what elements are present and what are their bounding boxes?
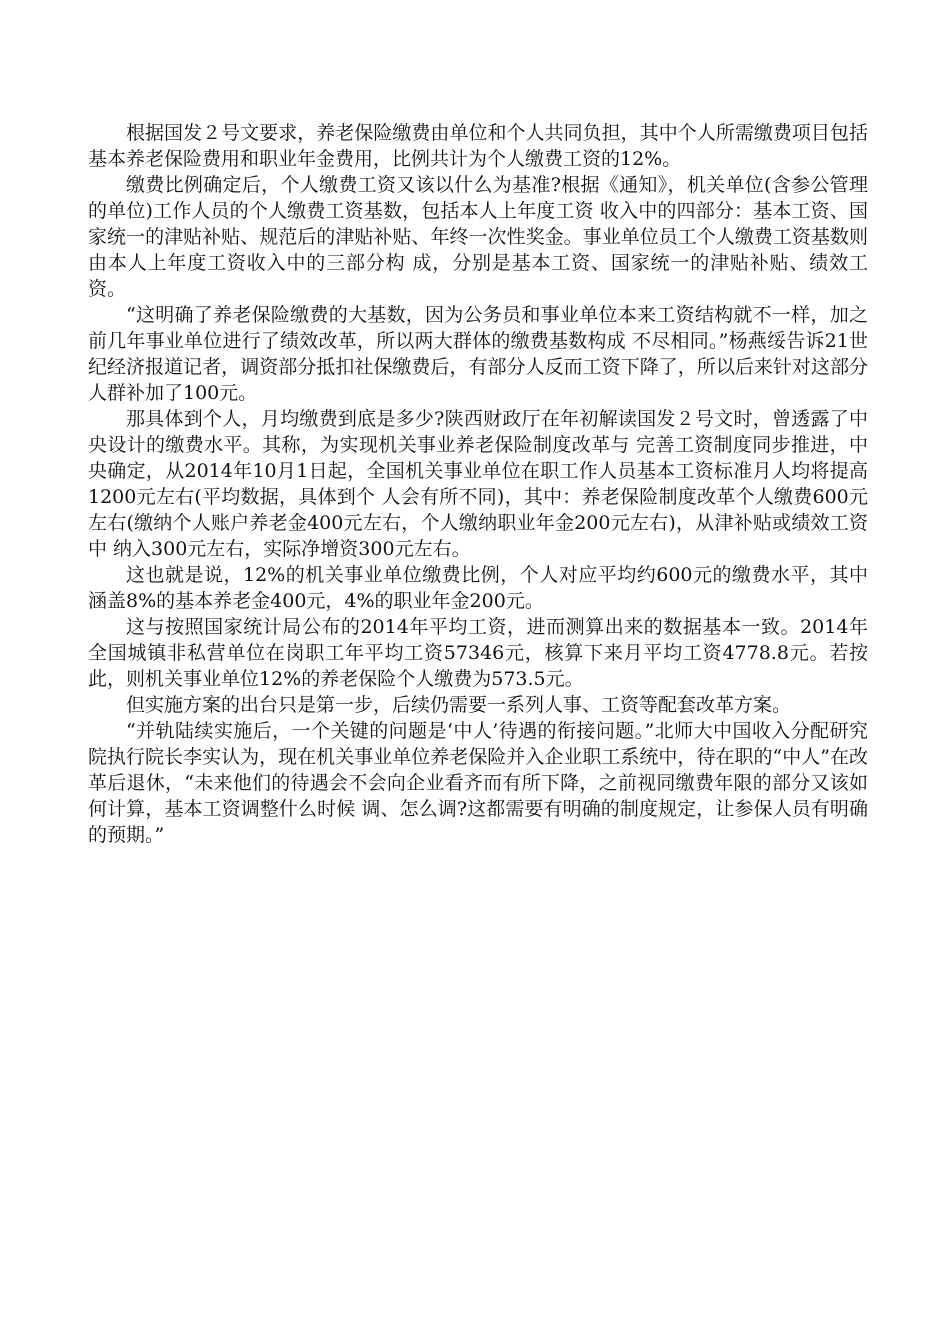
document-body <box>88 120 868 848</box>
paragraph-7: 但实施方案的出台只是第一步，后续仍需要一系列人事、工资等配套改革方案。 <box>126 694 792 716</box>
paragraph-1: 根据国发２号文要求，养老保险缴费由单位和个人共同负担，其中个人所需缴费项目包括基本养老保险费用和职业年金费用，比例共计为个人缴费工资的12%。 <box>88 122 868 170</box>
paragraph-5: 这也就是说，12%的机关事业单位缴费比例，个人对应平均约600元的缴费水平，其中涵盖8%的基本养老金400元，4%的职业年金200元。 <box>88 564 868 612</box>
paragraph-4: 那具体到个人，月均缴费到底是多少?陕西财政厅在年初解读国发２号文时，曾透露了中央设计的缴费水平。其称，为实现机关事业养老保险制度改革与 完善工资制度同步推进，中央确定，从2014年10月1日起，全国机关事业单位在职工作人员基本工资标准月人均将提高1200元左右(平均数据，具体到个 人会有所不同)，其中：养老保险制度改革个人缴费600元左右(缴纳个人账户养老金400元左右，个人缴纳职业年金200元左右)，从津补贴或绩效工资中 纳入300元左右，实际净增资300元左右。 <box>88 408 868 560</box>
paragraph-6: 这与按照国家统计局公布的2014年平均工资，进而测算出来的数据基本一致。2014年全国城镇非私营单位在岗职工年平均工资57346元，核算下来月平均工资4778.8元。若按此，则机关事业单位12%的养老保险个人缴费为573.5元。 <box>88 616 868 690</box>
paragraph-8: “并轨陆续实施后，一个关键的问题是‘中人’待遇的衔接问题。”北师大中国收入分配研究院执行院长李实认为，现在机关事业单位养老保险并入企业职工系统中，待在职的“中人”在改革后退休，“未来他们的待遇会不会向企业看齐而有所下降，之前视同缴费年限的部分又该如何计算，基本工资调整什么时候 调、怎么调?这都需要有明确的制度规定，让参保人员有明确的预期。” <box>88 720 868 846</box>
paragraph-2: 缴费比例确定后，个人缴费工资又该以什么为基准?根据《通知》，机关单位(含参公管理的单位)工作人员的个人缴费工资基数，包括本人上年度工资 收入中的四部分：基本工资、国家统一的津贴补贴、规范后的津贴补贴、年终一次性奖金。事业单位员工个人缴费工资基数则由本人上年度工资收入中的三部分构 成，分别是基本工资、国家统一的津贴补贴、绩效工资。 <box>88 174 868 300</box>
paragraph-3: “这明确了养老保险缴费的大基数，因为公务员和事业单位本来工资结构就不一样，加之前几年事业单位进行了绩效改革，所以两大群体的缴费基数构成 不尽相同。”杨燕绥告诉21世纪经济报道记者，调资部分抵扣社保缴费后，有部分人反而工资下降了，所以后来针对这部分人群补加了100元。 <box>88 304 868 404</box>
